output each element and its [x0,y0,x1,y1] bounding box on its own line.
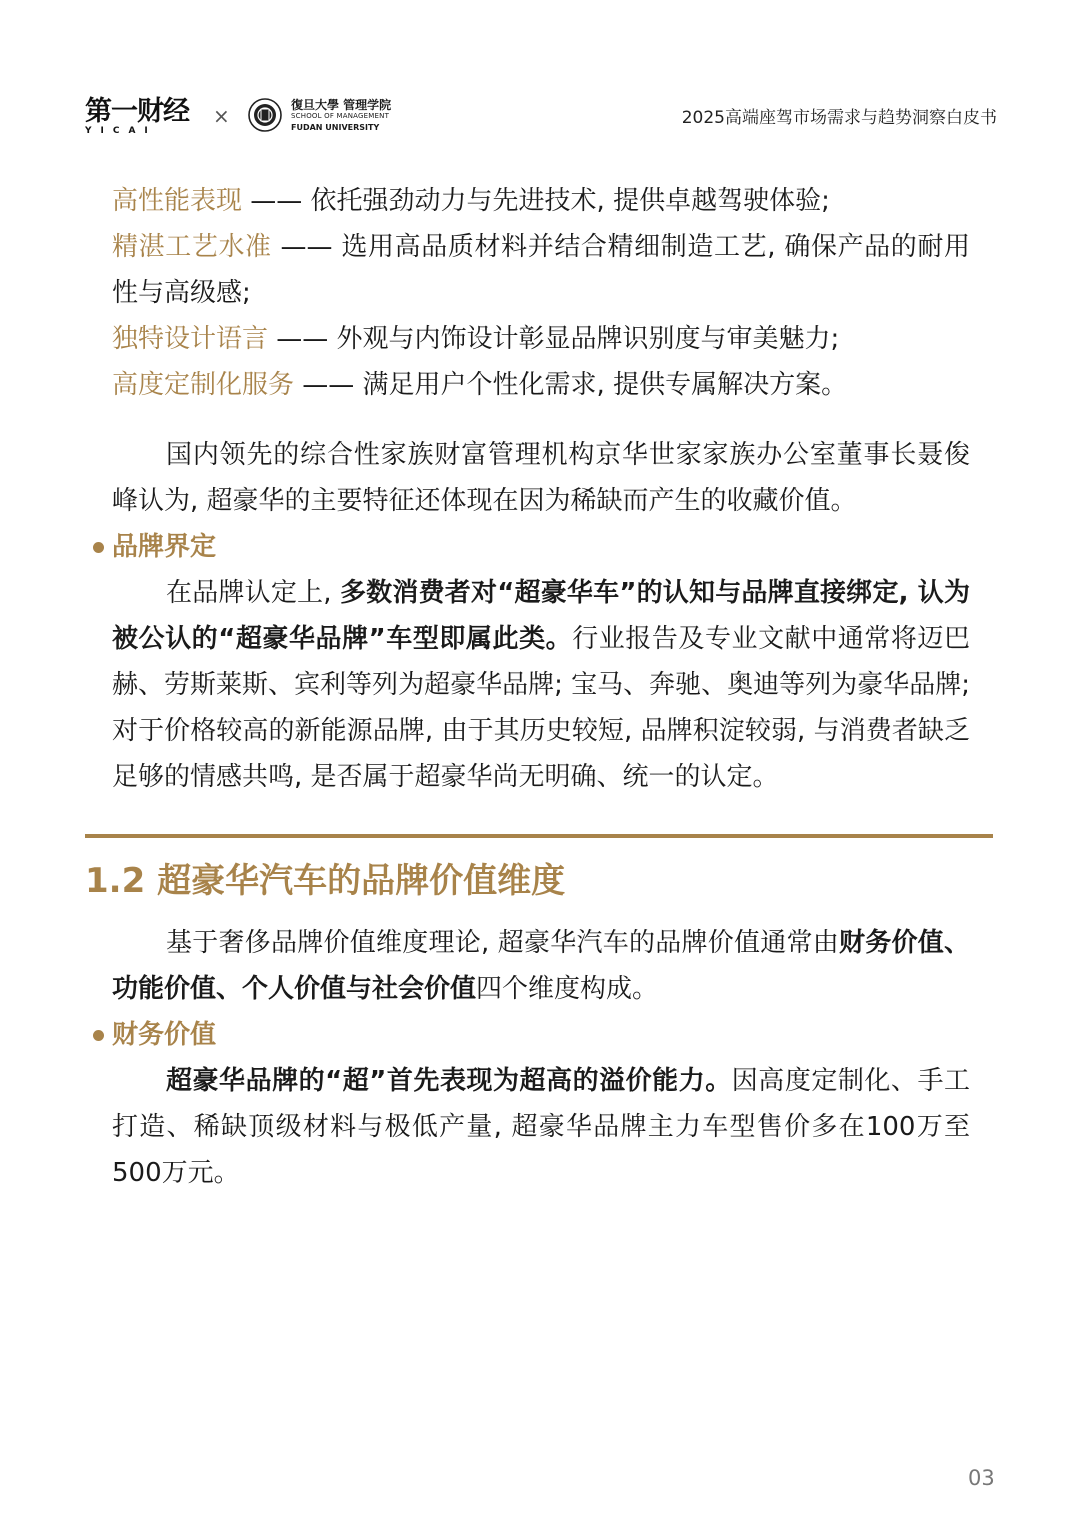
brand-def-text-bold: 多数消费者对“超豪华车”的认知与品牌直接绑定, 认为被公认的“超豪华品牌”车型即属此类。 [112,578,970,654]
feature-desc: 满足用户个性化需求, 提供专属解决方案。 [362,370,848,400]
feature-term: 精湛工艺水准 [112,232,272,262]
paragraph-nie: 国内领先的综合性家族财富管理机构京华世家家族办公室董事长聂俊峰认为, 超豪华的主要特征还体现在因为稀缺而产生的收藏价值。 [112,440,970,516]
page-content [85,178,971,1196]
yicai-logo [85,98,197,134]
bullet-dot-icon [93,1030,104,1041]
document-title: 2025高端座驾市场需求与趋势洞察白皮书 [681,108,997,128]
brand-definition-paragraph [112,570,970,800]
page-number: 03 [968,1466,995,1490]
feature-desc: 依托强劲动力与先进技术, 提供卓越驾驶体验; [310,186,830,216]
section-intro-paragraph [112,920,970,1012]
feature-dash: —— [268,324,337,354]
finance-text-bold: 超豪华品牌的“超”首先表现为超高的溢价能力。 [166,1066,732,1096]
bullet-dot-icon [93,542,104,553]
brand-def-text-pre: 在品牌认定上, [166,578,340,608]
finance-value-paragraph [112,1058,970,1196]
fudan-logo-cn: 復旦大學 管理学院 [291,98,392,112]
feature-dash: —— [271,232,342,262]
feature-term: 高度定制化服务 [112,370,295,400]
fudan-logo-en2: FUDAN UNIVERSITY [291,123,380,132]
brand-definition-label: 品牌界定 [112,532,217,562]
feature-desc: 选用高品质材料并结合精细制造工艺, 确保产品的耐用性与高级感; [112,232,971,308]
section-divider [85,834,993,838]
feature-dash: —— [242,186,311,216]
feature-line [112,316,970,362]
feature-term: 高性能表现 [112,186,243,216]
brand-def-text-post: 行业报告及专业文献中通常将迈巴赫、劳斯莱斯、宾利等列为超豪华品牌; 宝马、奔驰、奥迪等列为豪华品牌; 对于价格较高的新能源品牌, 由于其历史较短, 品牌积淀较弱, 与消费者缺乏足够的情感共鸣, 是否属于超豪华尚无明确、统一的认定。 [112,624,970,792]
fudan-logo-en1: SCHOOL OF MANAGEMENT [291,112,390,120]
logo-separator: × [213,104,230,128]
feature-line [112,178,970,224]
feature-desc: 外观与内饰设计彰显品牌识别度与审美魅力; [336,324,840,354]
fudan-logo-text [291,100,391,133]
finance-value-label: 财务价值 [112,1020,217,1050]
yicai-logo-en: YICAI [85,126,157,136]
feature-line [112,224,970,316]
fudan-seal-icon [248,98,282,132]
section-intro-bold: 财务价值、功能价值、个人价值与社会价值 [112,928,970,1004]
finance-text-post: 因高度定制化、手工打造、稀缺顶级材料与极低产量, 超豪华品牌主力车型售价多在100万至500万元。 [112,1066,970,1188]
section-title: 1.2 超豪华汽车的品牌价值维度 [85,861,566,901]
section-intro-post: 四个维度构成。 [476,974,659,1004]
yicai-logo-cn: 第一财经 [85,96,189,127]
page-header [85,98,997,138]
feature-term: 独特设计语言 [112,324,269,354]
feature-dash: —— [294,370,363,400]
finance-value-heading [112,1012,970,1058]
brand-definition-heading [112,524,970,570]
section-intro-pre: 基于奢侈品牌价值维度理论, 超豪华汽车的品牌价值通常由 [166,928,839,958]
feature-line [112,362,970,408]
